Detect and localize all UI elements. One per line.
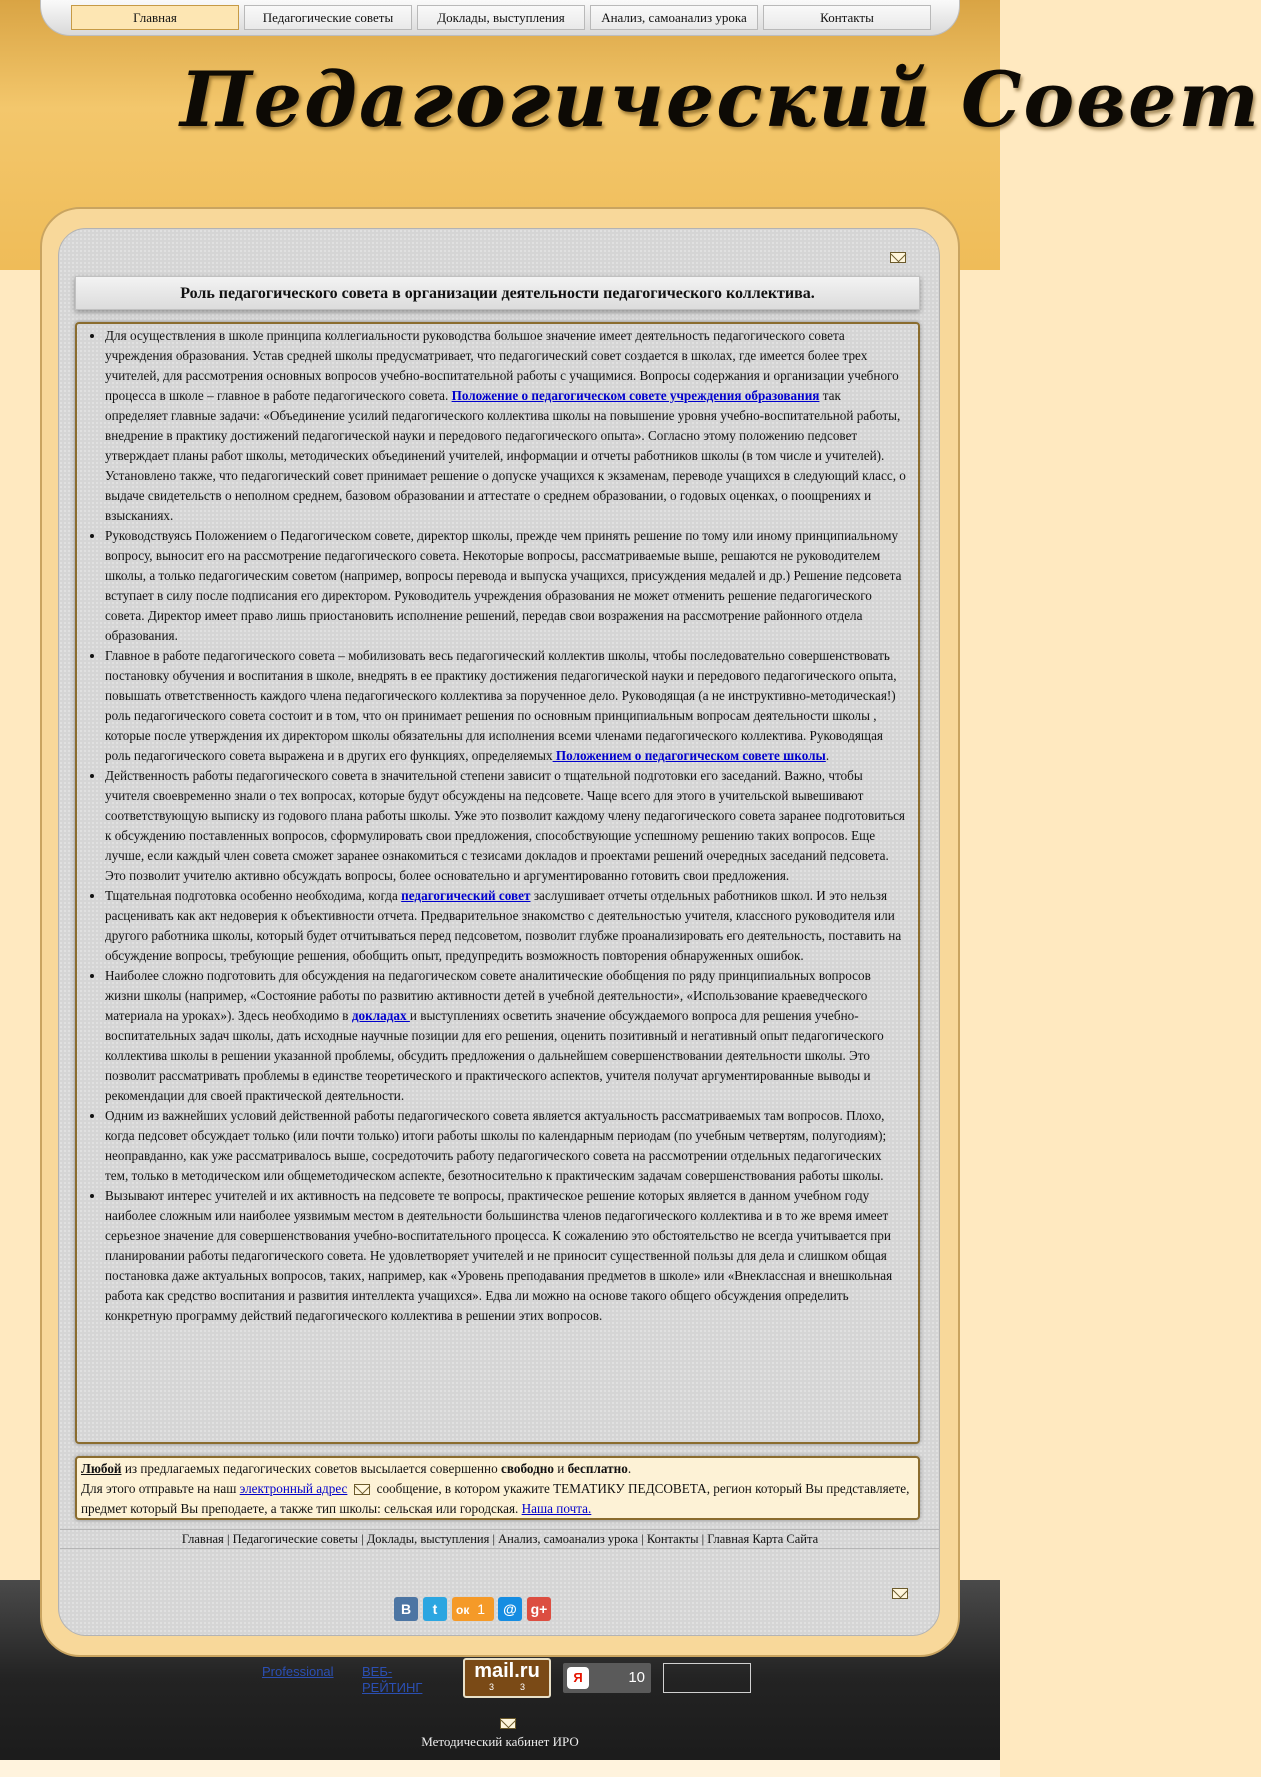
- share-vk-button[interactable]: В: [394, 1597, 418, 1621]
- list-item: • Руководствуясь Положением о Педагогическом совете, директор школы, прежде чем принять решение по тому или иному принципиальному вопросу, выносит его на рассмотрение педагогического совета. Некоторые вопросы, рассматриваемые выше, решаются не руководителем школы, а только педагогическим советом (например, вопросы перевода и выпуска учащихся, присуждения медалей и др.) Решение педсовета вступает в силу после подписания его директором. Руководитель учреждения образования не может отменить решение педагогического совета. Директор имеет право лишь приостановить исполнение решений, передав свои возражения на рассмотрение районного отдела образования.: [105, 526, 906, 646]
- top-nav: [40, 0, 960, 36]
- list-item: • Наиболее сложно подготовить для обсуждения на педагогическом совете аналитические обобщения по ряду принципиальных вопросов жизни школы (например, «Состояние работы по развитию активности детей в учебной деятельности», «Использование краеведческого материала на уроках»). Здесь необходимо в докладах и выступлениях осветить значение обсуждаемого вопроса для решения учебно-воспитательных задач школы, дать исходные научные позиции для его решения, оценить позитивный и негативный опыт педагогического коллектива школы в решении указанной проблемы, обсудить предложения о дальнейшем совершенствовании деятельности школы. Это позволит рассматривать проблемы в единстве теоретического и практического аспектов, учителя получат аргументированные выводы и рекомендации для своей практической деятельности.: [105, 966, 906, 1106]
- email-address-link[interactable]: электронный адрес: [239, 1481, 348, 1496]
- mail-icon[interactable]: [354, 1484, 370, 1495]
- list-item: • Для осуществления в школе принципа коллегиальности руководства большое значение имеет деятельность педагогического совета учреждения образования. Устав средней школы предусматривает, что педагогический совет создается в школах, где имеется более трех учителей, для рассмотрения основных вопросов учебно-воспитательной работы с учащимися. Вопросы содержания и организации учебного процесса в школе – главное в работе педагогического совета. Положение о педагогическом совете учреждения образования так определяет главные задачи: «Объединение усилий педагогического коллектива школы на повышение уровня учебно-воспитательной работы, внедрение в практику достижений педагогической науки и передового педагогического опыта». Согласно этому положению педсовет утверждает планы работ школы, методических объединений учителей, информации и отчеты работников школы (в том числе и учителей). Установлено также, что педагогический совет принимает решение о допуске учащихся к экзаменам, переводе учащихся в следующий класс, о выдаче свидетельств о неполном среднем, базовом образовании и аттестате о среднем образовании, о годовых оценках, о поощрениях и взысканиях.: [105, 326, 906, 526]
- ok-count: 1: [477, 1601, 486, 1617]
- nav-home[interactable]: Главная: [71, 5, 239, 30]
- counter-mailru[interactable]: mail.ru 3 3: [463, 1658, 551, 1698]
- mail-icon[interactable]: [500, 1718, 516, 1729]
- ok-icon: ок: [456, 1603, 470, 1617]
- counter-empty[interactable]: [663, 1663, 751, 1693]
- nav-ped-councils[interactable]: Педагогические советы: [244, 5, 412, 30]
- link-ped-council[interactable]: педагогический совет: [401, 888, 531, 903]
- info-box: Любой из предлагаемых педагогических советов высылается совершенно свободно и бесплатно. Для этого отправьте на наш электронный адрес сообщение, в котором укажите ТЕМАТИКУ ПЕДСОВЕТА, регион который Вы представляете, предмет который Вы преподаете, а также тип школы: сельская или городская. Наша почта.: [75, 1456, 920, 1520]
- article-heading: Роль педагогического совета в организации деятельности педагогического коллектива.: [75, 276, 920, 310]
- mailru-logo: mail.ru: [474, 1660, 540, 1682]
- footer-link-reports[interactable]: Доклады, выступления: [366, 1532, 490, 1546]
- site-title: Педагогический Совет: [180, 55, 1261, 144]
- info-any: Любой: [81, 1461, 122, 1476]
- footer-link-sitemap[interactable]: Главная Карта Сайта: [707, 1532, 819, 1546]
- nav-contacts[interactable]: Контакты: [763, 5, 931, 30]
- our-mail-link[interactable]: Наша почта.: [521, 1501, 592, 1516]
- counter-yandex[interactable]: [563, 1663, 651, 1693]
- link-regulation-school[interactable]: Положением о педагогическом совете школы: [552, 748, 826, 763]
- mail-icon[interactable]: [892, 1588, 908, 1599]
- link-regulation-institution[interactable]: Положение о педагогическом совете учреждения образования: [451, 388, 820, 403]
- share-gplus-button[interactable]: g+: [527, 1597, 551, 1621]
- list-item: • Вызывают интерес учителей и их активность на педсовете те вопросы, практическое решение которых является в данном учебном году наиболее сложным или наиболее уязвимым местом в деятельности большинства членов педагогического коллектива и в то же время имеет серьезное значение для совершенствования учебно-воспитательного процесса. К сожалению это обстоятельство не всегда учитывается при планировании работы педагогического совета. Не удовлетворяет учителей и не приносит существенной пользы для дела и слишком общая постановка даже актуальных вопросов, таких, например, как «Уровень преподавания предметов в школе» или «Внеклассная и внешкольная работа как средство воспитания и развития интеллекта учащихся». Едва ли можно на основе такого общего обсуждения определить конкретную программу действий педагогического коллектива в решении этих вопросов.: [105, 1186, 906, 1326]
- share-ok-button[interactable]: [452, 1597, 494, 1621]
- footer-link-contacts[interactable]: Контакты: [646, 1532, 699, 1546]
- copyright: Методический кабинет ИРО: [421, 1734, 579, 1749]
- share-twitter-button[interactable]: t: [423, 1597, 447, 1621]
- bottom-strip: [0, 1760, 1000, 1777]
- list-item: • Одним из важнейших условий действенной работы педагогического совета является актуальность рассматриваемых там вопросов. Плохо, когда педсовет обсуждает только (или почти только) итоги работы школы по календарным периодам (по учебным четвертям, полугодиям); неоправданно, как уже рассматривалось выше, сосредоточить работу педагогического совета на рассмотрении отдельных педагогических тем, только в методическом или общеметодическом аспекте, безотносительно к практическим задачам совершенствования работы школы.: [105, 1106, 906, 1186]
- list-item: • Действенность работы педагогического совета в значительной степени зависит о тщательной подготовки его заседаний. Важно, чтобы учителя своевременно знали о тех вопросах, которые будут обсуждены на педсовете. Чаще всего для этого в учительской вывешивают соответствующую выписку из годового плана работы школы. Уже это позволит каждому члену педагогического совета заранее подготовиться к обсуждению поставленных вопросов, сформулировать свои предложения, способствующие успешному решению таких вопросов. Еще лучше, если каждый член совета сможет заранее ознакомиться с тезисами докладов и проектами решений очередных заседаний педсовета. Это позволит учителю активно обсуждать вопросы, более основательно и аргументированно готовить свои предложения.: [105, 766, 906, 886]
- footer-links: Главная | Педагогические советы | Доклады, выступления | Анализ, самоанализ урока | Контакты | Главная Карта Сайта: [60, 1529, 940, 1549]
- yandex-icon: Я: [567, 1667, 589, 1689]
- footer-link-lesson-analysis[interactable]: Анализ, самоанализ урока: [498, 1532, 639, 1546]
- mail-icon[interactable]: [890, 252, 906, 263]
- nav-lesson-analysis[interactable]: Анализ, самоанализ урока: [590, 5, 758, 30]
- article-content: [75, 322, 920, 1444]
- yandex-count: 10: [628, 1669, 645, 1686]
- article-list: [105, 326, 906, 1326]
- counter-professional[interactable]: Professional: [262, 1664, 334, 1679]
- list-item: • Тщательная подготовка особенно необходима, когда педагогический совет заслушивает отчеты отдельных работников школ. И это нельзя расценивать как акт недоверия к объективности отчета. Предварительное знакомство с деятельностью учителя, классного руководителя или другого работника школы, который будет отчитываться перед педсоветом, позволит глубже проанализировать его деятельность, поставить на обсуждение вопросы, требующие решения, обобщить опыт, предупредить возможность повторения обнаруженных ошибок.: [105, 886, 906, 966]
- counter-web-rating[interactable]: ВЕБ-РЕЙТИНГ: [362, 1664, 423, 1695]
- nav-reports[interactable]: Доклады, выступления: [417, 5, 585, 30]
- share-mailru-button[interactable]: @: [498, 1597, 522, 1621]
- list-item: • Главное в работе педагогического совета – мобилизовать весь педагогический коллектив школы, чтобы последовательно совершенствовать постановку обучения и воспитания в школе, внедрять в ее практику достижения педагогической науки и передового педагогического опыта, повышать ответственность каждого члена педагогического коллектива за порученное дело. Руководящая (а не инструктивно-методическая!) роль педагогического совета состоит и в том, что он принимает решения по основным принципиальным вопросам деятельности школы , которые после утверждения их директором школы обязательны для исполнения всеми членами педагогического коллектива. Руководящая роль педагогического совета выражена и в других его функциях, определяемых Положением о педагогическом совете школы.: [105, 646, 906, 766]
- footer-link-home[interactable]: Главная: [181, 1532, 224, 1546]
- link-reports[interactable]: докладах: [351, 1008, 410, 1023]
- footer-link-ped-councils[interactable]: Педагогические советы: [232, 1532, 358, 1546]
